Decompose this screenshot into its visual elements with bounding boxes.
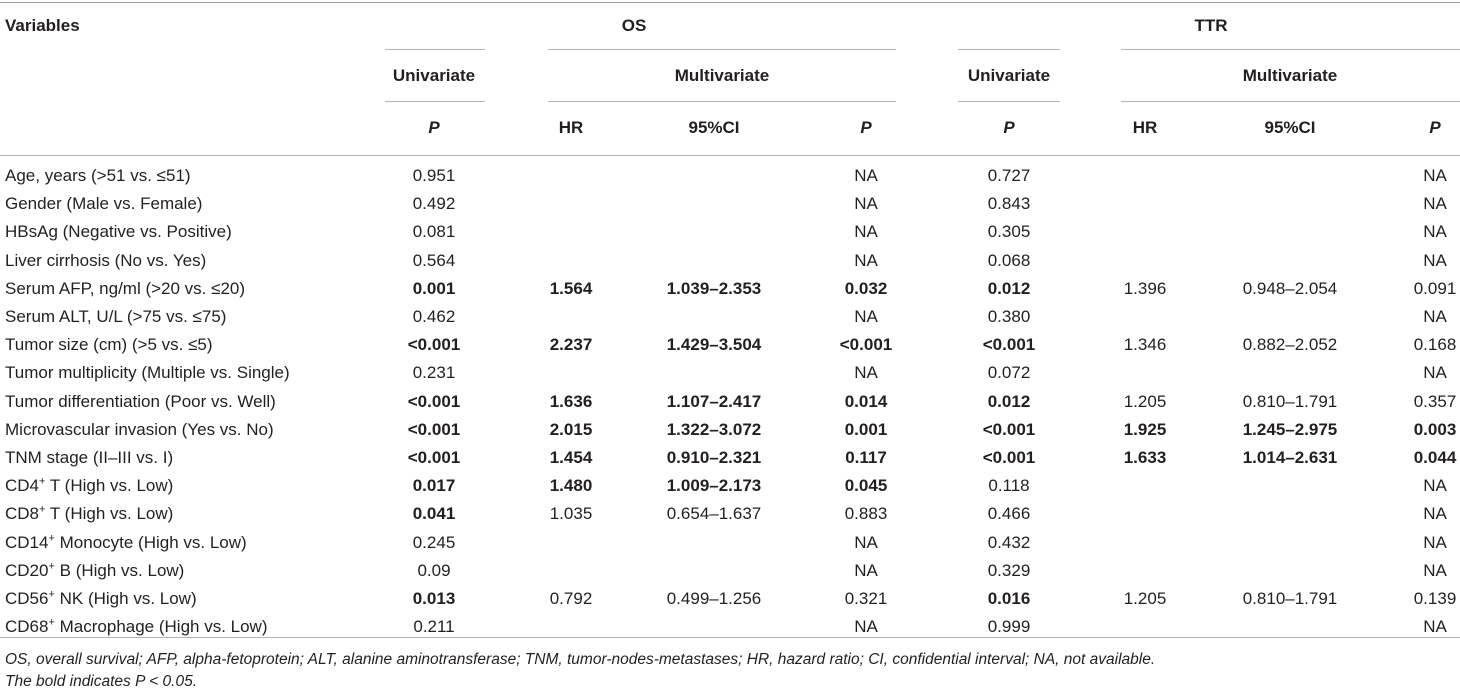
cell-os-p: 0.014: [844, 391, 888, 411]
table-row: [0, 416, 1460, 443]
variable-name: Tumor multiplicity (Multiple vs. Single): [5, 363, 290, 383]
table-top-rule: [0, 2, 1460, 3]
cell-ttr-ci: 0.810–1.791: [1242, 589, 1338, 608]
cell-ttr-hr: 1.396: [1123, 278, 1167, 298]
cell-os-ci: 1.107–2.417: [666, 391, 762, 411]
table-row: [0, 500, 1460, 527]
header-variables: Variables: [5, 16, 80, 35]
cell-os-p: 0.321: [844, 589, 888, 608]
variable-name: Liver cirrhosis (No vs. Yes): [5, 250, 207, 270]
header-ttr: TTR: [1194, 16, 1228, 35]
row-variable: [5, 331, 213, 358]
variable-name: CD4: [5, 476, 40, 496]
cell-os-p: 0.001: [844, 419, 888, 439]
cell-ttr-uni-p: 0.305: [987, 222, 1031, 242]
os-multivariate-rule-2: [548, 101, 896, 102]
cell-os-p: 0.045: [844, 476, 888, 496]
cell-ttr-uni-p: 0.016: [987, 589, 1031, 608]
cell-os-p: 0.117: [845, 448, 887, 467]
row-variable: [5, 190, 202, 217]
cell-os-uni-p: 0.013: [412, 589, 456, 608]
cell-ttr-ci: 0.882–2.052: [1242, 335, 1338, 355]
cell-ttr-p: NA: [1423, 532, 1447, 552]
cell-ttr-p: 0.091: [1413, 278, 1457, 298]
header-ttr-ci: 95%CI: [1264, 118, 1316, 137]
cell-ttr-uni-p: 0.432: [987, 532, 1031, 552]
cell-os-uni-p: 0.081: [412, 222, 456, 242]
ttr-univariate-rule-2: [958, 101, 1060, 102]
variable-superscript: +: [48, 560, 55, 573]
variable-name: Age, years (>51 vs. ≤51): [5, 166, 191, 185]
variable-name: HBsAg (Negative vs. Positive): [5, 222, 232, 242]
cell-os-hr: 1.035: [549, 504, 593, 524]
cell-os-uni-p: 0.231: [412, 363, 456, 383]
cell-ttr-ci: 0.948–2.054: [1242, 278, 1338, 298]
cell-os-hr: 0.792: [549, 589, 593, 608]
cell-ttr-p: NA: [1423, 250, 1447, 270]
cell-ttr-p: 0.003: [1413, 419, 1457, 439]
variable-name-rest: T (High vs. Low): [45, 504, 174, 524]
cell-ttr-hr: 1.346: [1123, 335, 1167, 355]
cell-ttr-ci: 1.245–2.975: [1242, 419, 1338, 439]
row-variable: [5, 585, 197, 612]
row-variable: [5, 500, 173, 527]
cell-ttr-hr: 1.925: [1123, 419, 1167, 439]
variable-name-rest: B (High vs. Low): [54, 560, 185, 580]
table-row: [0, 162, 1460, 189]
cell-ttr-p: 0.168: [1413, 335, 1457, 355]
cell-ttr-p: 0.139: [1413, 589, 1457, 608]
variable-name: CD14: [5, 532, 49, 552]
table-row: [0, 388, 1460, 415]
table-row: [0, 359, 1460, 386]
variable-superscript: +: [39, 503, 46, 516]
variable-name-rest: NK (High vs. Low): [54, 589, 197, 608]
cell-ttr-ci: 1.014–2.631: [1242, 448, 1338, 467]
row-variable: [5, 529, 247, 556]
cell-os-uni-p: 0.245: [412, 532, 456, 552]
cell-ttr-p: NA: [1423, 222, 1447, 242]
variable-name: Serum ALT, U/L (>75 vs. ≤75): [5, 307, 227, 326]
cell-os-p: NA: [854, 307, 878, 326]
cell-ttr-uni-p: 0.072: [987, 363, 1031, 383]
row-variable: [5, 247, 206, 274]
table-row: [0, 247, 1460, 274]
table-row: [0, 444, 1460, 471]
cell-os-p: NA: [854, 222, 878, 242]
variable-name: Microvascular invasion (Yes vs. No): [5, 419, 274, 439]
header-os: OS: [621, 16, 647, 35]
cell-os-uni-p: 0.001: [412, 278, 456, 298]
row-variable: [5, 162, 191, 189]
cell-os-ci: 1.429–3.504: [666, 335, 762, 355]
table-row: [0, 557, 1460, 584]
cell-os-ci: 0.499–1.256: [666, 589, 762, 608]
variable-name: CD56: [5, 589, 49, 608]
cell-os-uni-p: <0.001: [407, 335, 461, 355]
variable-name: Gender (Male vs. Female): [5, 194, 203, 214]
cell-os-uni-p: 0.09: [417, 560, 451, 580]
table-row: [0, 331, 1460, 358]
cell-ttr-uni-p: 0.118: [988, 476, 1030, 496]
table-row: [0, 529, 1460, 556]
cell-ttr-p: NA: [1423, 363, 1447, 383]
variable-name: Tumor differentiation (Poor vs. Well): [5, 391, 276, 411]
row-variable: [5, 275, 245, 302]
ttr-multivariate-rule-2: [1121, 101, 1460, 102]
variable-name: CD68: [5, 617, 49, 637]
cell-ttr-p: 0.044: [1413, 448, 1457, 467]
cell-os-ci: 1.039–2.353: [666, 278, 762, 298]
cell-os-ci: 1.009–2.173: [666, 476, 762, 496]
cell-ttr-p: 0.357: [1413, 391, 1457, 411]
cell-ttr-uni-p: 0.012: [987, 391, 1031, 411]
cell-os-uni-p: 0.564: [412, 250, 456, 270]
cell-os-uni-p: 0.462: [412, 307, 456, 326]
header-bottom-rule: [0, 155, 1460, 156]
cell-ttr-hr: 1.205: [1123, 391, 1167, 411]
p-label: P: [428, 118, 440, 137]
cell-ttr-uni-p: <0.001: [982, 335, 1036, 355]
table-row: [0, 218, 1460, 245]
os-univariate-rule: [385, 49, 485, 50]
cell-ttr-uni-p: 0.466: [987, 504, 1031, 524]
row-variable: [5, 303, 226, 330]
header-ttr-multivariate-p: [1429, 118, 1440, 138]
variable-name: CD20: [5, 560, 49, 580]
variable-name: Tumor size (cm) (>5 vs. ≤5): [5, 335, 213, 355]
cell-os-p: <0.001: [839, 335, 893, 355]
cell-ttr-p: NA: [1423, 617, 1447, 637]
p-label: P: [1003, 118, 1015, 137]
p-label: P: [1429, 118, 1441, 137]
cell-os-uni-p: <0.001: [407, 419, 461, 439]
os-multivariate-rule: [548, 49, 896, 50]
cell-ttr-p: NA: [1423, 307, 1447, 326]
variable-superscript: +: [48, 531, 55, 544]
cell-os-hr: 1.480: [549, 476, 593, 496]
cell-ttr-ci: 0.810–1.791: [1242, 391, 1338, 411]
cell-os-p: 0.032: [844, 278, 888, 298]
cell-ttr-p: NA: [1423, 166, 1447, 185]
table-row: [0, 190, 1460, 217]
row-variable: [5, 613, 268, 640]
cell-os-p: NA: [854, 166, 878, 185]
os-univariate-rule-2: [385, 101, 485, 102]
row-variable: [5, 218, 232, 245]
variable-name-rest: Monocyte (High vs. Low): [54, 532, 247, 552]
variable-superscript: +: [39, 475, 46, 488]
variable-name: CD8: [5, 504, 40, 524]
cell-os-uni-p: 0.492: [412, 194, 456, 214]
cell-os-uni-p: <0.001: [407, 448, 461, 467]
cell-os-uni-p: 0.951: [412, 166, 456, 185]
cell-os-p: 0.883: [844, 504, 888, 524]
header-ttr-univariate-p: [1003, 118, 1014, 138]
cell-ttr-uni-p: 0.727: [987, 166, 1031, 185]
variable-name: TNM stage (II–III vs. I): [5, 448, 174, 467]
cell-ttr-p: NA: [1423, 560, 1447, 580]
cell-os-uni-p: <0.001: [407, 391, 461, 411]
cell-ttr-uni-p: 0.068: [987, 250, 1031, 270]
table-row: [0, 585, 1460, 612]
header-os-ci: 95%CI: [688, 118, 740, 137]
cell-os-hr: 1.636: [549, 391, 593, 411]
cell-ttr-uni-p: <0.001: [982, 419, 1036, 439]
cell-ttr-p: NA: [1423, 504, 1447, 524]
table-row: [0, 275, 1460, 302]
cell-ttr-p: NA: [1423, 476, 1447, 496]
cell-ttr-p: NA: [1423, 194, 1447, 214]
cell-os-p: NA: [854, 617, 878, 637]
cell-ttr-uni-p: 0.999: [987, 617, 1031, 637]
variable-name-rest: T (High vs. Low): [45, 476, 174, 496]
row-variable: [5, 388, 276, 415]
variable-superscript: +: [48, 588, 55, 601]
cell-os-p: NA: [854, 363, 878, 383]
table-row: [0, 613, 1460, 640]
cell-os-uni-p: 0.017: [412, 476, 456, 496]
row-variable: [5, 444, 173, 471]
variable-name-rest: Macrophage (High vs. Low): [54, 617, 268, 637]
footnote-abbreviations: OS, overall survival; AFP, alpha-fetoprotein; ALT, alanine aminotransferase; TNM, tumor-nodes-metastases; HR, hazard ratio; CI, confidential interval; NA, not available.: [5, 651, 1156, 668]
row-variable: [5, 359, 290, 386]
cell-ttr-uni-p: <0.001: [982, 448, 1036, 467]
table-row: [0, 472, 1460, 499]
cell-ttr-hr: 1.633: [1123, 448, 1167, 467]
cell-ttr-hr: 1.205: [1123, 589, 1167, 608]
cell-os-uni-p: 0.041: [412, 504, 456, 524]
header-os-multivariate-p: [860, 118, 871, 138]
header-os-hr: HR: [558, 118, 584, 137]
cell-os-uni-p: 0.211: [413, 617, 455, 637]
cell-os-ci: 1.322–3.072: [666, 419, 762, 439]
cell-ttr-uni-p: 0.012: [987, 278, 1031, 298]
ttr-multivariate-rule: [1121, 49, 1460, 50]
header-ttr-univariate: Univariate: [967, 66, 1051, 85]
header-os-univariate: Univariate: [392, 66, 476, 85]
cell-os-p: NA: [854, 250, 878, 270]
cell-os-hr: 1.564: [549, 278, 593, 298]
cell-os-p: NA: [854, 194, 878, 214]
cell-os-ci: 0.654–1.637: [666, 504, 762, 524]
header-ttr-multivariate: Multivariate: [1242, 66, 1338, 85]
variable-superscript: +: [48, 616, 55, 629]
cell-os-p: NA: [854, 532, 878, 552]
ttr-univariate-rule: [958, 49, 1060, 50]
p-label: P: [860, 118, 872, 137]
table-row: [0, 303, 1460, 330]
cell-os-hr: 2.015: [549, 419, 593, 439]
cell-ttr-uni-p: 0.329: [987, 560, 1031, 580]
cell-os-hr: 1.454: [549, 448, 593, 467]
footnote-bold-note: The bold indicates P < 0.05.: [5, 673, 198, 690]
header-ttr-hr: HR: [1132, 118, 1158, 137]
cell-ttr-uni-p: 0.380: [987, 307, 1031, 326]
cell-os-ci: 0.910–2.321: [666, 448, 762, 467]
cell-os-p: NA: [854, 560, 878, 580]
header-os-multivariate: Multivariate: [674, 66, 770, 85]
cell-ttr-uni-p: 0.843: [987, 194, 1031, 214]
header-os-univariate-p: [428, 118, 439, 138]
cell-os-hr: 2.237: [549, 335, 593, 355]
row-variable: [5, 557, 184, 584]
row-variable: [5, 416, 274, 443]
variable-name: Serum AFP, ng/ml (>20 vs. ≤20): [5, 278, 246, 298]
row-variable: [5, 472, 173, 499]
